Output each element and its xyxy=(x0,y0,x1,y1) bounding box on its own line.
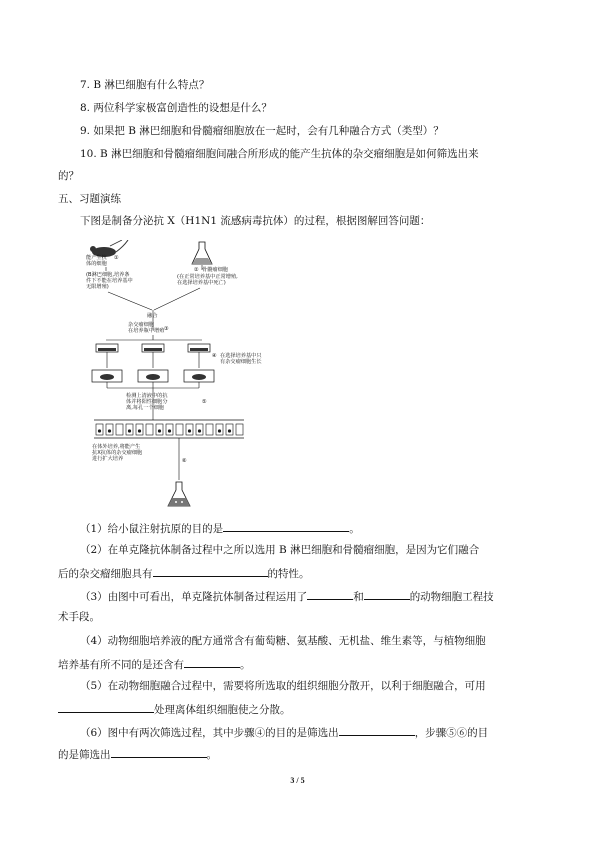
culture-caption-3: 进行扩大培养 xyxy=(92,456,124,462)
selection-note-1: 在选择培养基中只 xyxy=(220,353,262,359)
plate-well xyxy=(206,424,213,435)
sub-question-1: （1）给小鼠注射抗原的目的是 。 xyxy=(80,520,360,536)
culture-caption-1: 在体外培养,将能产生 xyxy=(92,444,141,450)
sub-question-3-line-2: 术手段。 xyxy=(58,611,100,623)
myeloma-caption: 骨髓瘤细胞 xyxy=(202,267,228,273)
step-2-label: ② xyxy=(194,267,199,273)
sub-question-3-line-1: （3）由图中可看出，单克隆抗体制备过程运用了 和 的动物细胞工程技 xyxy=(80,588,494,604)
answer-blank-4[interactable] xyxy=(184,656,240,668)
sub-question-2-line-1: （2）在单克隆抗体制备过程中之所以选用 B 淋巴细胞和骨髓瘤细胞，是因为它们融合 xyxy=(80,544,480,556)
plate-well xyxy=(176,424,183,435)
multi-cells-caption-2: 在培养瓶中增殖 xyxy=(128,328,165,334)
detect-caption-3: 离,每孔一个细胞 xyxy=(126,405,164,411)
step-4-label: ④ xyxy=(212,353,217,359)
detect-caption-2: 体并将阳性细胞分 xyxy=(126,399,168,405)
well-plate xyxy=(94,420,244,438)
question-10-continued: 的？ xyxy=(58,170,79,182)
answer-blank-3b[interactable] xyxy=(364,588,410,600)
answer-blank-6b[interactable] xyxy=(111,746,207,758)
selection-note-2: 有杂交瘤细胞生长 xyxy=(220,359,262,365)
well-cell xyxy=(198,429,201,432)
well-cell xyxy=(138,429,141,432)
myeloma-note-2: 在选择培养基中死亡) xyxy=(177,280,226,286)
plate-well xyxy=(236,424,243,435)
question-9: 9. 如果把 B 淋巴细胞和骨髓瘤细胞放在一起时，会有几种融合方式（类型）？ xyxy=(80,125,444,137)
sub-question-4-line-1: （4）动物细胞培养液的配方通常含有葡萄糖、氨基酸、无机盐、维生素等，与植物细胞 xyxy=(80,635,486,647)
question-7: 7. B 淋巴细胞有什么特点？ xyxy=(80,79,210,91)
detect-caption-1: 检测上清液中的抗 xyxy=(126,393,168,399)
question-10: 10. B 淋巴细胞和骨髓瘤细胞间融合所形成的能产生抗体的杂交瘤细胞是如何筛选出来 xyxy=(80,148,479,160)
sub-question-2-line-2: 后的杂交瘤细胞具有 的特性。 xyxy=(58,565,310,581)
multi-cells-caption-1: 杂交瘤细胞 xyxy=(128,322,154,328)
sub-question-5-line-2: 处理离体组织细胞使之分散。 xyxy=(58,701,291,717)
answer-blank-2[interactable] xyxy=(153,565,268,577)
answer-blank-5[interactable] xyxy=(58,701,154,713)
myeloma-note-1: (在正常培养基中正常增殖, xyxy=(177,274,238,280)
culture-tubes xyxy=(96,344,210,352)
question-8: 8. 两位科学家极富创造性的设想是什么？ xyxy=(80,102,272,114)
b-cell-caption-3: 无限增殖) xyxy=(86,284,109,290)
sub-question-5-line-1: （5）在动物细胞融合过程中，需要将所选取的组织细胞分散开，以利于细胞融合，可用 xyxy=(80,680,486,692)
well-cell xyxy=(188,429,191,432)
step-6-label: ⑥ xyxy=(182,458,187,464)
step-5-label: ⑤ xyxy=(202,399,207,405)
well-cell xyxy=(158,429,161,432)
well-cell xyxy=(108,429,111,432)
well-cell xyxy=(168,429,171,432)
page-number: 3 / 5 xyxy=(290,776,305,785)
b-cell-caption-1: (B淋巴细胞,培养条 xyxy=(86,272,130,278)
answer-blank-3a[interactable] xyxy=(307,588,353,600)
sub-question-4-line-2: 培养基有所不同的是还含有 。 xyxy=(58,656,251,672)
exercise-intro: 下图是制备分泌抗 X（H1N1 流感病毒抗体）的过程，根据图解回答问题： xyxy=(80,215,431,227)
plate-well xyxy=(146,424,153,435)
plate-well xyxy=(116,424,123,435)
sub-question-6-line-2: 的是筛选出 。 xyxy=(58,746,217,762)
flask-icon xyxy=(192,242,212,264)
section-title: 五、习题演练 xyxy=(58,193,121,205)
culture-dishes xyxy=(92,370,214,382)
answer-blank-6a[interactable] xyxy=(339,724,415,736)
sub-question-6-line-1: （6）图中有两次筛选过程，其中步骤④的目的是筛选出 ，步骤⑤⑥的目 xyxy=(80,724,488,740)
monoclonal-antibody-diagram xyxy=(84,240,274,515)
final-flask-icon xyxy=(168,482,190,506)
fuse-label: 融合 xyxy=(147,313,158,319)
well-cell xyxy=(228,429,231,432)
well-cell xyxy=(98,429,101,432)
well-cell xyxy=(128,429,131,432)
well-cell xyxy=(218,429,221,432)
culture-caption-2: 抗X抗体的杂交瘤细胞 xyxy=(92,450,143,456)
step-1-label: ① xyxy=(114,255,119,261)
step-3-label: ③ xyxy=(164,326,169,332)
mouse-caption-1: 能产生抗 xyxy=(86,255,107,261)
b-cell-caption-2: 件下不能在培养基中 xyxy=(86,278,133,284)
mouse-caption-2: 体的细胞 xyxy=(86,261,107,267)
answer-blank-1[interactable] xyxy=(223,520,349,532)
